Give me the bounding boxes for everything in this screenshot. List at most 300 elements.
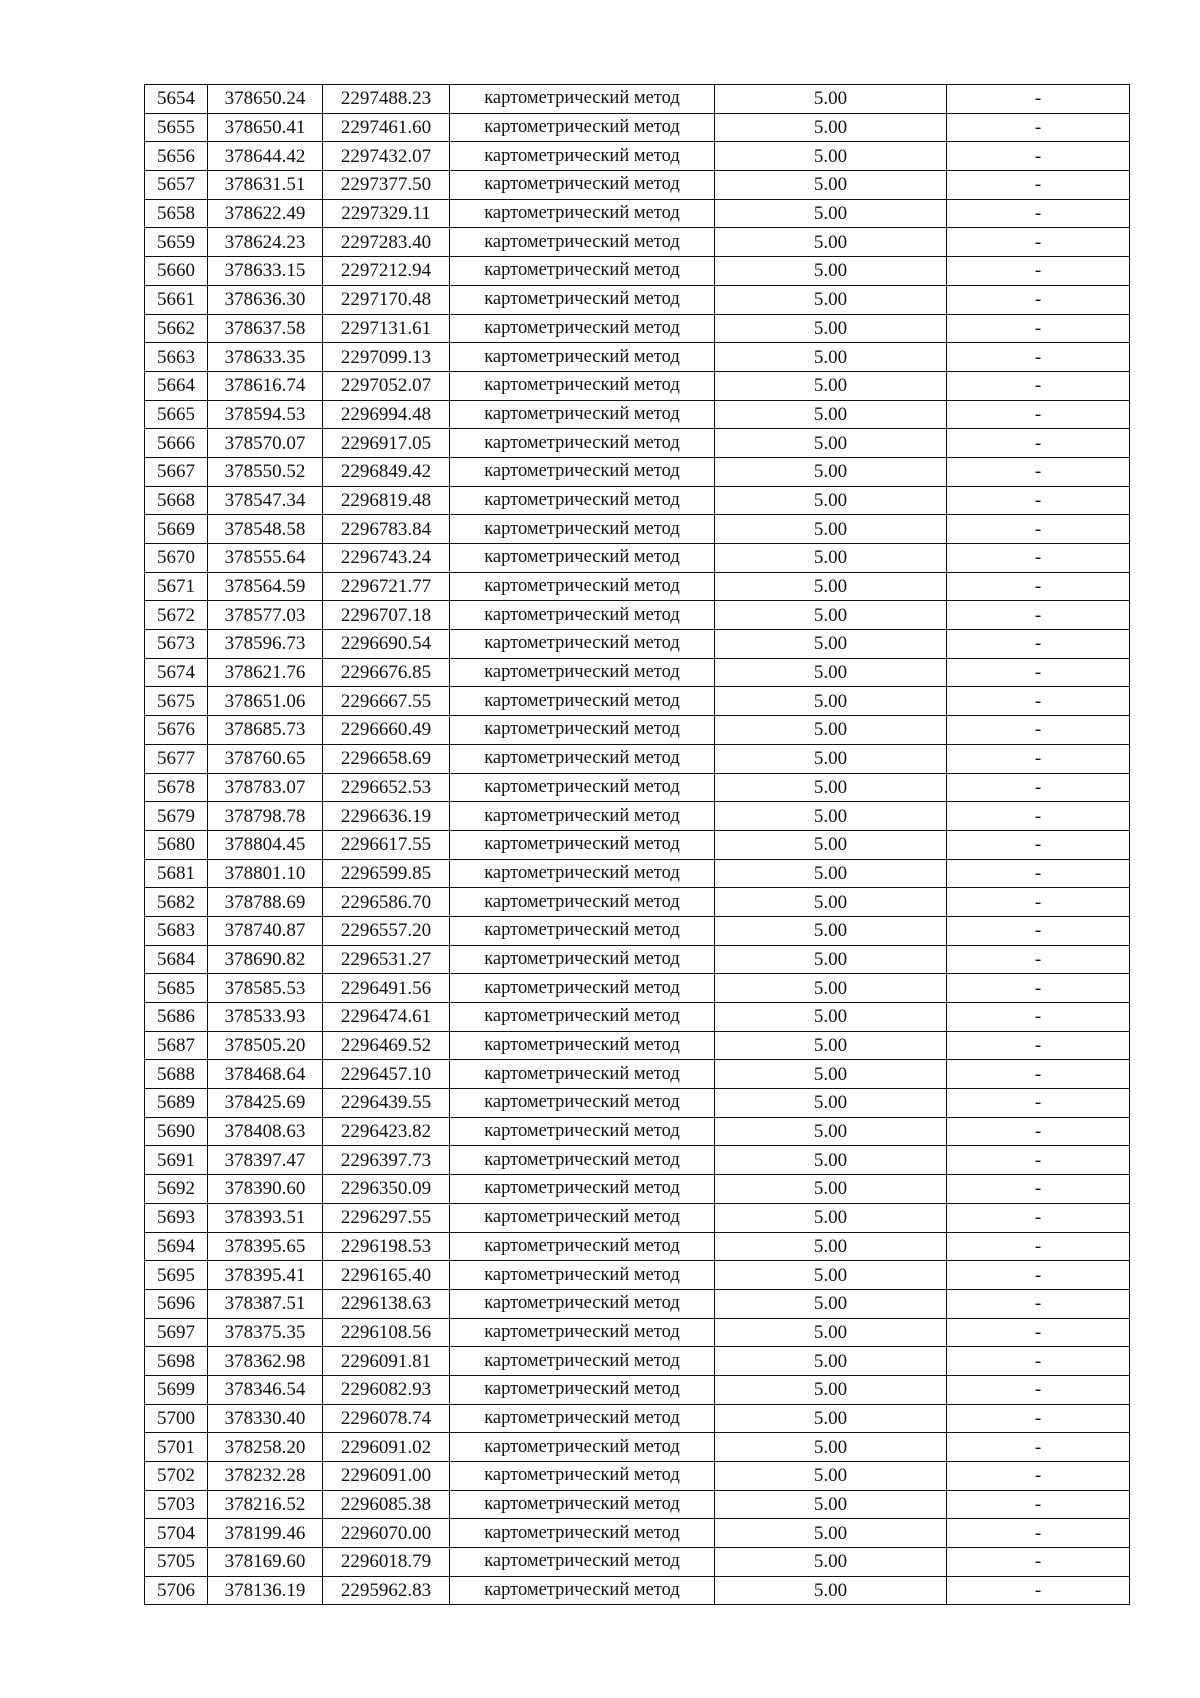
table-row [145, 1203, 1130, 1232]
method-cell: картометрический метод [450, 371, 715, 400]
description-cell: - [947, 974, 1130, 1003]
x-coordinate-cell: 378740.87 [208, 916, 323, 945]
y-coordinate-cell: 2296491.56 [323, 974, 450, 1003]
table-row [145, 1347, 1130, 1376]
description-cell: - [947, 1519, 1130, 1548]
x-coordinate-cell: 378650.24 [208, 85, 323, 114]
table-row [145, 199, 1130, 228]
table-row [145, 1318, 1130, 1347]
description-cell: - [947, 257, 1130, 286]
point-number-cell: 5654 [145, 85, 208, 114]
accuracy-cell: 5.00 [715, 1347, 947, 1376]
y-coordinate-cell: 2296707.18 [323, 601, 450, 630]
point-number-cell: 5698 [145, 1347, 208, 1376]
point-number-cell: 5691 [145, 1146, 208, 1175]
table-row [145, 859, 1130, 888]
x-coordinate-cell: 378798.78 [208, 802, 323, 831]
accuracy-cell: 5.00 [715, 343, 947, 372]
x-coordinate-cell: 378564.59 [208, 572, 323, 601]
table-row [145, 572, 1130, 601]
table-row [145, 1232, 1130, 1261]
point-number-cell: 5660 [145, 257, 208, 286]
point-number-cell: 5677 [145, 744, 208, 773]
description-cell: - [947, 744, 1130, 773]
point-number-cell: 5701 [145, 1433, 208, 1462]
accuracy-cell: 5.00 [715, 1490, 947, 1519]
point-number-cell: 5670 [145, 544, 208, 573]
point-number-cell: 5673 [145, 630, 208, 659]
x-coordinate-cell: 378548.58 [208, 515, 323, 544]
table-row [145, 1003, 1130, 1032]
y-coordinate-cell: 2296849.42 [323, 457, 450, 486]
y-coordinate-cell: 2296091.00 [323, 1462, 450, 1491]
point-number-cell: 5658 [145, 199, 208, 228]
point-number-cell: 5696 [145, 1289, 208, 1318]
x-coordinate-cell: 378651.06 [208, 687, 323, 716]
x-coordinate-cell: 378644.42 [208, 142, 323, 171]
method-cell: картометрический метод [450, 1375, 715, 1404]
accuracy-cell: 5.00 [715, 199, 947, 228]
x-coordinate-cell: 378393.51 [208, 1203, 323, 1232]
point-number-cell: 5655 [145, 113, 208, 142]
x-coordinate-cell: 378216.52 [208, 1490, 323, 1519]
table-row [145, 85, 1130, 114]
description-cell: - [947, 859, 1130, 888]
x-coordinate-cell: 378631.51 [208, 171, 323, 200]
x-coordinate-cell: 378425.69 [208, 1089, 323, 1118]
coordinates-table-body [145, 85, 1130, 1605]
accuracy-cell: 5.00 [715, 658, 947, 687]
method-cell: картометрический метод [450, 1576, 715, 1605]
method-cell: картометрический метод [450, 544, 715, 573]
table-row [145, 716, 1130, 745]
method-cell: картометрический метод [450, 113, 715, 142]
table-row [145, 1519, 1130, 1548]
x-coordinate-cell: 378788.69 [208, 888, 323, 917]
method-cell: картометрический метод [450, 429, 715, 458]
y-coordinate-cell: 2296297.55 [323, 1203, 450, 1232]
method-cell: картометрический метод [450, 1232, 715, 1261]
y-coordinate-cell: 2296070.00 [323, 1519, 450, 1548]
table-row [145, 1089, 1130, 1118]
description-cell: - [947, 1261, 1130, 1290]
x-coordinate-cell: 378505.20 [208, 1031, 323, 1060]
description-cell: - [947, 687, 1130, 716]
y-coordinate-cell: 2296652.53 [323, 773, 450, 802]
point-number-cell: 5668 [145, 486, 208, 515]
x-coordinate-cell: 378624.23 [208, 228, 323, 257]
method-cell: картометрический метод [450, 1289, 715, 1318]
accuracy-cell: 5.00 [715, 974, 947, 1003]
accuracy-cell: 5.00 [715, 744, 947, 773]
table-row [145, 1548, 1130, 1577]
point-number-cell: 5666 [145, 429, 208, 458]
point-number-cell: 5671 [145, 572, 208, 601]
method-cell: картометрический метод [450, 1117, 715, 1146]
table-row [145, 1261, 1130, 1290]
description-cell: - [947, 916, 1130, 945]
description-cell: - [947, 113, 1130, 142]
description-cell: - [947, 371, 1130, 400]
y-coordinate-cell: 2296557.20 [323, 916, 450, 945]
x-coordinate-cell: 378169.60 [208, 1548, 323, 1577]
y-coordinate-cell: 2297099.13 [323, 343, 450, 372]
method-cell: картометрический метод [450, 1548, 715, 1577]
x-coordinate-cell: 378199.46 [208, 1519, 323, 1548]
table-row [145, 1175, 1130, 1204]
y-coordinate-cell: 2296819.48 [323, 486, 450, 515]
table-row [145, 658, 1130, 687]
x-coordinate-cell: 378533.93 [208, 1003, 323, 1032]
description-cell: - [947, 945, 1130, 974]
x-coordinate-cell: 378637.58 [208, 314, 323, 343]
x-coordinate-cell: 378395.41 [208, 1261, 323, 1290]
accuracy-cell: 5.00 [715, 1146, 947, 1175]
method-cell: картометрический метод [450, 916, 715, 945]
x-coordinate-cell: 378408.63 [208, 1117, 323, 1146]
method-cell: картометрический метод [450, 1347, 715, 1376]
y-coordinate-cell: 2296743.24 [323, 544, 450, 573]
accuracy-cell: 5.00 [715, 916, 947, 945]
description-cell: - [947, 802, 1130, 831]
y-coordinate-cell: 2296474.61 [323, 1003, 450, 1032]
description-cell: - [947, 1003, 1130, 1032]
accuracy-cell: 5.00 [715, 1576, 947, 1605]
method-cell: картометрический метод [450, 1060, 715, 1089]
method-cell: картометрический метод [450, 1203, 715, 1232]
y-coordinate-cell: 2296457.10 [323, 1060, 450, 1089]
method-cell: картометрический метод [450, 601, 715, 630]
point-number-cell: 5687 [145, 1031, 208, 1060]
table-row [145, 744, 1130, 773]
y-coordinate-cell: 2296165.40 [323, 1261, 450, 1290]
x-coordinate-cell: 378622.49 [208, 199, 323, 228]
point-number-cell: 5697 [145, 1318, 208, 1347]
point-number-cell: 5669 [145, 515, 208, 544]
x-coordinate-cell: 378636.30 [208, 285, 323, 314]
y-coordinate-cell: 2297052.07 [323, 371, 450, 400]
method-cell: картометрический метод [450, 199, 715, 228]
accuracy-cell: 5.00 [715, 1232, 947, 1261]
y-coordinate-cell: 2297283.40 [323, 228, 450, 257]
method-cell: картометрический метод [450, 400, 715, 429]
description-cell: - [947, 1490, 1130, 1519]
point-number-cell: 5683 [145, 916, 208, 945]
method-cell: картометрический метод [450, 486, 715, 515]
x-coordinate-cell: 378760.65 [208, 744, 323, 773]
method-cell: картометрический метод [450, 716, 715, 745]
method-cell: картометрический метод [450, 85, 715, 114]
accuracy-cell: 5.00 [715, 1175, 947, 1204]
description-cell: - [947, 400, 1130, 429]
description-cell: - [947, 716, 1130, 745]
description-cell: - [947, 515, 1130, 544]
description-cell: - [947, 773, 1130, 802]
accuracy-cell: 5.00 [715, 1375, 947, 1404]
method-cell: картометрический метод [450, 314, 715, 343]
x-coordinate-cell: 378650.41 [208, 113, 323, 142]
y-coordinate-cell: 2296667.55 [323, 687, 450, 716]
point-number-cell: 5694 [145, 1232, 208, 1261]
description-cell: - [947, 1117, 1130, 1146]
point-number-cell: 5689 [145, 1089, 208, 1118]
table-row [145, 687, 1130, 716]
point-number-cell: 5662 [145, 314, 208, 343]
accuracy-cell: 5.00 [715, 1519, 947, 1548]
accuracy-cell: 5.00 [715, 859, 947, 888]
description-cell: - [947, 830, 1130, 859]
table-row [145, 113, 1130, 142]
method-cell: картометрический метод [450, 515, 715, 544]
point-number-cell: 5682 [145, 888, 208, 917]
accuracy-cell: 5.00 [715, 1031, 947, 1060]
method-cell: картометрический метод [450, 802, 715, 831]
x-coordinate-cell: 378596.73 [208, 630, 323, 659]
point-number-cell: 5706 [145, 1576, 208, 1605]
description-cell: - [947, 1289, 1130, 1318]
description-cell: - [947, 85, 1130, 114]
point-number-cell: 5667 [145, 457, 208, 486]
point-number-cell: 5679 [145, 802, 208, 831]
x-coordinate-cell: 378690.82 [208, 945, 323, 974]
table-row [145, 974, 1130, 1003]
y-coordinate-cell: 2296994.48 [323, 400, 450, 429]
accuracy-cell: 5.00 [715, 285, 947, 314]
table-row [145, 371, 1130, 400]
y-coordinate-cell: 2297377.50 [323, 171, 450, 200]
accuracy-cell: 5.00 [715, 945, 947, 974]
y-coordinate-cell: 2296091.81 [323, 1347, 450, 1376]
description-cell: - [947, 457, 1130, 486]
accuracy-cell: 5.00 [715, 802, 947, 831]
x-coordinate-cell: 378346.54 [208, 1375, 323, 1404]
point-number-cell: 5675 [145, 687, 208, 716]
x-coordinate-cell: 378330.40 [208, 1404, 323, 1433]
table-row [145, 142, 1130, 171]
table-row [145, 1576, 1130, 1605]
y-coordinate-cell: 2296469.52 [323, 1031, 450, 1060]
table-row [145, 1404, 1130, 1433]
table-row [145, 1462, 1130, 1491]
point-number-cell: 5704 [145, 1519, 208, 1548]
method-cell: картометрический метод [450, 945, 715, 974]
y-coordinate-cell: 2296660.49 [323, 716, 450, 745]
table-row [145, 1031, 1130, 1060]
x-coordinate-cell: 378547.34 [208, 486, 323, 515]
coordinates-table [144, 84, 1130, 1605]
description-cell: - [947, 1375, 1130, 1404]
y-coordinate-cell: 2296091.02 [323, 1433, 450, 1462]
description-cell: - [947, 486, 1130, 515]
x-coordinate-cell: 378585.53 [208, 974, 323, 1003]
accuracy-cell: 5.00 [715, 888, 947, 917]
point-number-cell: 5659 [145, 228, 208, 257]
point-number-cell: 5661 [145, 285, 208, 314]
method-cell: картометрический метод [450, 171, 715, 200]
accuracy-cell: 5.00 [715, 1433, 947, 1462]
table-row [145, 601, 1130, 630]
point-number-cell: 5693 [145, 1203, 208, 1232]
description-cell: - [947, 658, 1130, 687]
y-coordinate-cell: 2297131.61 [323, 314, 450, 343]
y-coordinate-cell: 2296676.85 [323, 658, 450, 687]
accuracy-cell: 5.00 [715, 687, 947, 716]
y-coordinate-cell: 2297432.07 [323, 142, 450, 171]
method-cell: картометрический метод [450, 1089, 715, 1118]
point-number-cell: 5665 [145, 400, 208, 429]
x-coordinate-cell: 378801.10 [208, 859, 323, 888]
description-cell: - [947, 429, 1130, 458]
x-coordinate-cell: 378390.60 [208, 1175, 323, 1204]
description-cell: - [947, 1146, 1130, 1175]
description-cell: - [947, 601, 1130, 630]
table-row [145, 257, 1130, 286]
table-row [145, 515, 1130, 544]
description-cell: - [947, 314, 1130, 343]
method-cell: картометрический метод [450, 228, 715, 257]
point-number-cell: 5681 [145, 859, 208, 888]
description-cell: - [947, 343, 1130, 372]
x-coordinate-cell: 378550.52 [208, 457, 323, 486]
table-row [145, 1375, 1130, 1404]
point-number-cell: 5678 [145, 773, 208, 802]
y-coordinate-cell: 2296108.56 [323, 1318, 450, 1347]
table-row [145, 486, 1130, 515]
point-number-cell: 5700 [145, 1404, 208, 1433]
table-row [145, 830, 1130, 859]
accuracy-cell: 5.00 [715, 1548, 947, 1577]
y-coordinate-cell: 2296138.63 [323, 1289, 450, 1318]
method-cell: картометрический метод [450, 142, 715, 171]
description-cell: - [947, 142, 1130, 171]
method-cell: картометрический метод [450, 1146, 715, 1175]
x-coordinate-cell: 378395.65 [208, 1232, 323, 1261]
x-coordinate-cell: 378375.35 [208, 1318, 323, 1347]
table-row [145, 400, 1130, 429]
table-row [145, 1490, 1130, 1519]
method-cell: картометрический метод [450, 1261, 715, 1290]
x-coordinate-cell: 378633.15 [208, 257, 323, 286]
accuracy-cell: 5.00 [715, 1117, 947, 1146]
description-cell: - [947, 1203, 1130, 1232]
y-coordinate-cell: 2297461.60 [323, 113, 450, 142]
accuracy-cell: 5.00 [715, 630, 947, 659]
description-cell: - [947, 1433, 1130, 1462]
x-coordinate-cell: 378258.20 [208, 1433, 323, 1462]
x-coordinate-cell: 378616.74 [208, 371, 323, 400]
point-number-cell: 5692 [145, 1175, 208, 1204]
accuracy-cell: 5.00 [715, 371, 947, 400]
description-cell: - [947, 171, 1130, 200]
table-row [145, 1433, 1130, 1462]
y-coordinate-cell: 2296397.73 [323, 1146, 450, 1175]
y-coordinate-cell: 2296783.84 [323, 515, 450, 544]
y-coordinate-cell: 2296636.19 [323, 802, 450, 831]
y-coordinate-cell: 2296423.82 [323, 1117, 450, 1146]
method-cell: картометрический метод [450, 1490, 715, 1519]
table-row [145, 457, 1130, 486]
description-cell: - [947, 1347, 1130, 1376]
y-coordinate-cell: 2296586.70 [323, 888, 450, 917]
table-row [145, 1289, 1130, 1318]
description-cell: - [947, 572, 1130, 601]
table-row [145, 544, 1130, 573]
accuracy-cell: 5.00 [715, 1289, 947, 1318]
x-coordinate-cell: 378468.64 [208, 1060, 323, 1089]
y-coordinate-cell: 2296690.54 [323, 630, 450, 659]
table-row [145, 630, 1130, 659]
accuracy-cell: 5.00 [715, 85, 947, 114]
method-cell: картометрический метод [450, 257, 715, 286]
accuracy-cell: 5.00 [715, 773, 947, 802]
accuracy-cell: 5.00 [715, 400, 947, 429]
description-cell: - [947, 228, 1130, 257]
table-row [145, 228, 1130, 257]
description-cell: - [947, 630, 1130, 659]
accuracy-cell: 5.00 [715, 257, 947, 286]
table-row [145, 314, 1130, 343]
point-number-cell: 5664 [145, 371, 208, 400]
y-coordinate-cell: 2296617.55 [323, 830, 450, 859]
accuracy-cell: 5.00 [715, 1060, 947, 1089]
method-cell: картометрический метод [450, 1318, 715, 1347]
y-coordinate-cell: 2296917.05 [323, 429, 450, 458]
y-coordinate-cell: 2296350.09 [323, 1175, 450, 1204]
x-coordinate-cell: 378387.51 [208, 1289, 323, 1318]
point-number-cell: 5672 [145, 601, 208, 630]
x-coordinate-cell: 378397.47 [208, 1146, 323, 1175]
accuracy-cell: 5.00 [715, 314, 947, 343]
table-row [145, 916, 1130, 945]
description-cell: - [947, 1462, 1130, 1491]
method-cell: картометрический метод [450, 744, 715, 773]
y-coordinate-cell: 2296721.77 [323, 572, 450, 601]
method-cell: картометрический метод [450, 830, 715, 859]
table-row [145, 773, 1130, 802]
method-cell: картометрический метод [450, 285, 715, 314]
point-number-cell: 5702 [145, 1462, 208, 1491]
description-cell: - [947, 1576, 1130, 1605]
description-cell: - [947, 888, 1130, 917]
point-number-cell: 5684 [145, 945, 208, 974]
table-row [145, 1146, 1130, 1175]
point-number-cell: 5685 [145, 974, 208, 1003]
description-cell: - [947, 285, 1130, 314]
accuracy-cell: 5.00 [715, 830, 947, 859]
method-cell: картометрический метод [450, 1031, 715, 1060]
table-row [145, 945, 1130, 974]
point-number-cell: 5703 [145, 1490, 208, 1519]
method-cell: картометрический метод [450, 1462, 715, 1491]
table-row [145, 1060, 1130, 1089]
accuracy-cell: 5.00 [715, 1203, 947, 1232]
point-number-cell: 5663 [145, 343, 208, 372]
description-cell: - [947, 544, 1130, 573]
accuracy-cell: 5.00 [715, 1462, 947, 1491]
x-coordinate-cell: 378633.35 [208, 343, 323, 372]
point-number-cell: 5686 [145, 1003, 208, 1032]
method-cell: картометрический метод [450, 773, 715, 802]
description-cell: - [947, 1232, 1130, 1261]
accuracy-cell: 5.00 [715, 228, 947, 257]
y-coordinate-cell: 2297170.48 [323, 285, 450, 314]
table-row [145, 1117, 1130, 1146]
method-cell: картометрический метод [450, 1003, 715, 1032]
x-coordinate-cell: 378362.98 [208, 1347, 323, 1376]
point-number-cell: 5688 [145, 1060, 208, 1089]
x-coordinate-cell: 378685.73 [208, 716, 323, 745]
method-cell: картометрический метод [450, 1404, 715, 1433]
